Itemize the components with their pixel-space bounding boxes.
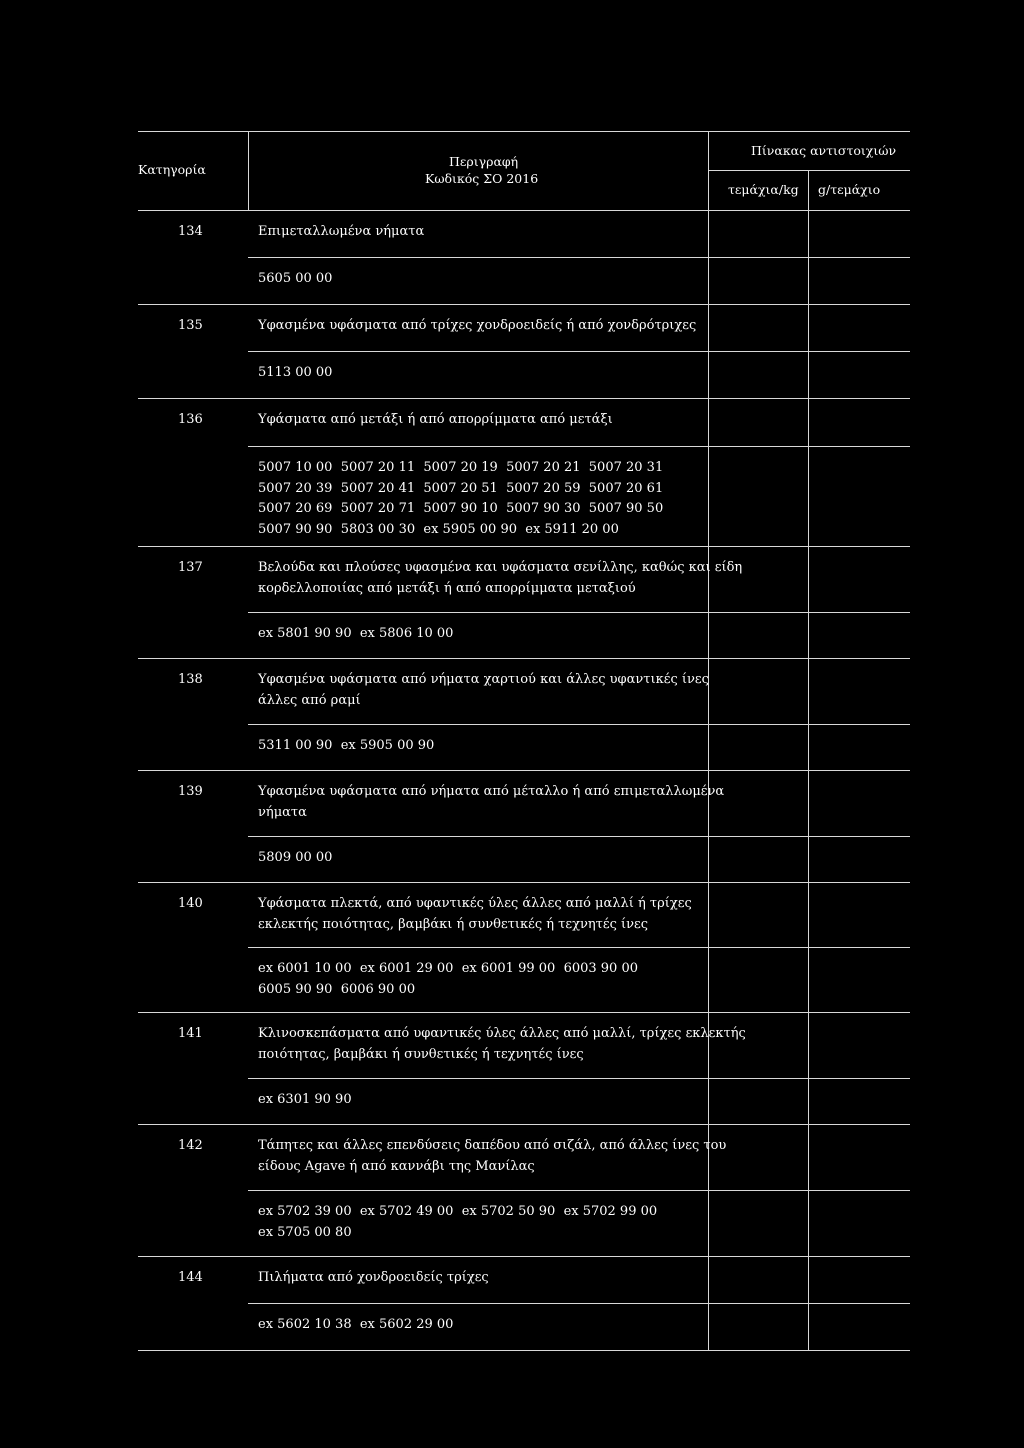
row-rule <box>138 1012 910 1013</box>
description-rule <box>248 1303 910 1304</box>
category-number: 138 <box>178 672 203 687</box>
header-description-line1: Περιγραφή <box>449 154 519 169</box>
row-rule <box>138 1256 910 1257</box>
description-line: είδους Agave ή από καννάβι της Μανίλας <box>258 1158 535 1174</box>
description-line: Βελούδα και πλούσες υφασμένα και υφάσματα σενίλλης, καθώς και είδη <box>258 560 743 575</box>
header-correspondence-table: Πίνακας αντιστοιχιών <box>751 143 897 158</box>
header-grams-per-piece: g/τεμάχιο <box>818 182 881 197</box>
category-number: 137 <box>178 560 203 575</box>
body-divider-description <box>708 210 709 1350</box>
header-bottom-rule <box>138 210 910 211</box>
description-rule <box>248 257 910 258</box>
row-rule <box>138 546 910 547</box>
description-line: εκλεκτής ποιότητας, βαμβάκι ή συνθετικές ή τεχνητές ίνες <box>258 916 649 932</box>
description-rule <box>248 446 910 447</box>
header-pieces-per-kg: τεμάχια/kg <box>728 182 799 197</box>
code-line: 5311 00 90 ex 5905 00 90 <box>258 738 435 753</box>
code-line: 5007 90 90 5803 00 30 ex 5905 00 90 ex 5911 20 00 <box>258 521 619 537</box>
table-top-rule <box>138 131 910 132</box>
description-rule <box>248 351 910 352</box>
row-rule <box>138 304 910 305</box>
description-line: Πιλήματα από χονδροειδείς τρίχες <box>258 1270 489 1285</box>
code-line: ex 5705 00 80 <box>258 1224 352 1240</box>
description-rule <box>248 1190 910 1191</box>
code-line: ex 5801 90 90 ex 5806 10 00 <box>258 626 454 641</box>
category-number: 134 <box>178 224 203 239</box>
code-line: 5007 20 39 5007 20 41 5007 20 51 5007 20 59 5007 20 61 <box>258 480 664 496</box>
description-rule <box>248 724 910 725</box>
description-line: Υφασμένα υφάσματα από νήματα από μέταλλο ή από επιμεταλλωμένα <box>258 784 725 799</box>
code-line: 5809 00 00 <box>258 850 333 865</box>
description-rule <box>248 836 910 837</box>
category-number: 136 <box>178 412 203 427</box>
header-divider-units <box>808 170 809 210</box>
header-divider-description <box>708 131 709 210</box>
code-line: 5007 20 69 5007 20 71 5007 90 10 5007 90 30 5007 90 50 <box>258 501 664 516</box>
category-number: 142 <box>178 1138 203 1153</box>
description-rule <box>248 612 910 613</box>
description-line: Υφασμένα υφάσματα από τρίχες χονδροειδείς ή από χονδρότριχες <box>258 318 697 333</box>
description-line: Επιμεταλλωμένα νήματα <box>258 224 425 239</box>
description-line: Υφάσματα πλεκτά, από υφαντικές ύλες άλλες από μαλλί ή τρίχες <box>258 896 692 911</box>
description-line: νήματα <box>258 804 307 820</box>
category-number: 135 <box>178 318 203 333</box>
header-divider-category <box>248 131 249 210</box>
category-number: 139 <box>178 784 203 799</box>
header-description-line2: Κωδικός ΣΟ 2016 <box>425 171 539 186</box>
category-number: 144 <box>178 1270 203 1285</box>
description-rule <box>248 947 910 948</box>
description-line: Υφασμένα υφάσματα από νήματα χαρτιού και άλλες υφαντικές ίνες <box>258 672 709 687</box>
header-category: Κατηγορία <box>138 162 206 177</box>
row-rule <box>138 658 910 659</box>
description-line: κορδελλοποιίας από μετάξι ή από απορρίμματα μεταξιού <box>258 580 636 596</box>
body-divider-units <box>808 210 809 1350</box>
description-line: Υφάσματα από μετάξι ή από απορρίμματα από μετάξι <box>258 412 613 427</box>
category-number: 141 <box>178 1026 203 1041</box>
description-line: ποιότητας, βαμβάκι ή συνθετικές ή τεχνητές ίνες <box>258 1046 584 1062</box>
code-line: 6005 90 90 6006 90 00 <box>258 981 416 997</box>
code-line: ex 5702 39 00 ex 5702 49 00 ex 5702 50 90 ex 5702 99 00 <box>258 1204 658 1219</box>
row-rule <box>138 770 910 771</box>
description-line: άλλες από ραμί <box>258 692 361 708</box>
description-line: Κλινοσκεπάσματα από υφαντικές ύλες άλλες από μαλλί, τρίχες εκλεκτής <box>258 1026 746 1041</box>
description-rule <box>248 1078 910 1079</box>
code-line: ex 6301 90 90 <box>258 1092 352 1107</box>
row-rule <box>138 398 910 399</box>
row-rule <box>138 1350 910 1351</box>
code-line: 5605 00 00 <box>258 271 333 286</box>
code-line: ex 5602 10 38 ex 5602 29 00 <box>258 1317 454 1332</box>
header-sub-rule <box>708 170 910 171</box>
code-line: 5007 10 00 5007 20 11 5007 20 19 5007 20 21 5007 20 31 <box>258 460 664 475</box>
code-line: ex 6001 10 00 ex 6001 29 00 ex 6001 99 00 6003 90 00 <box>258 961 638 976</box>
category-number: 140 <box>178 896 203 911</box>
description-line: Τάπητες και άλλες επενδύσεις δαπέδου από σιζάλ, από άλλες ίνες του <box>258 1138 727 1153</box>
row-rule <box>138 882 910 883</box>
code-line: 5113 00 00 <box>258 365 333 380</box>
row-rule <box>138 1124 910 1125</box>
